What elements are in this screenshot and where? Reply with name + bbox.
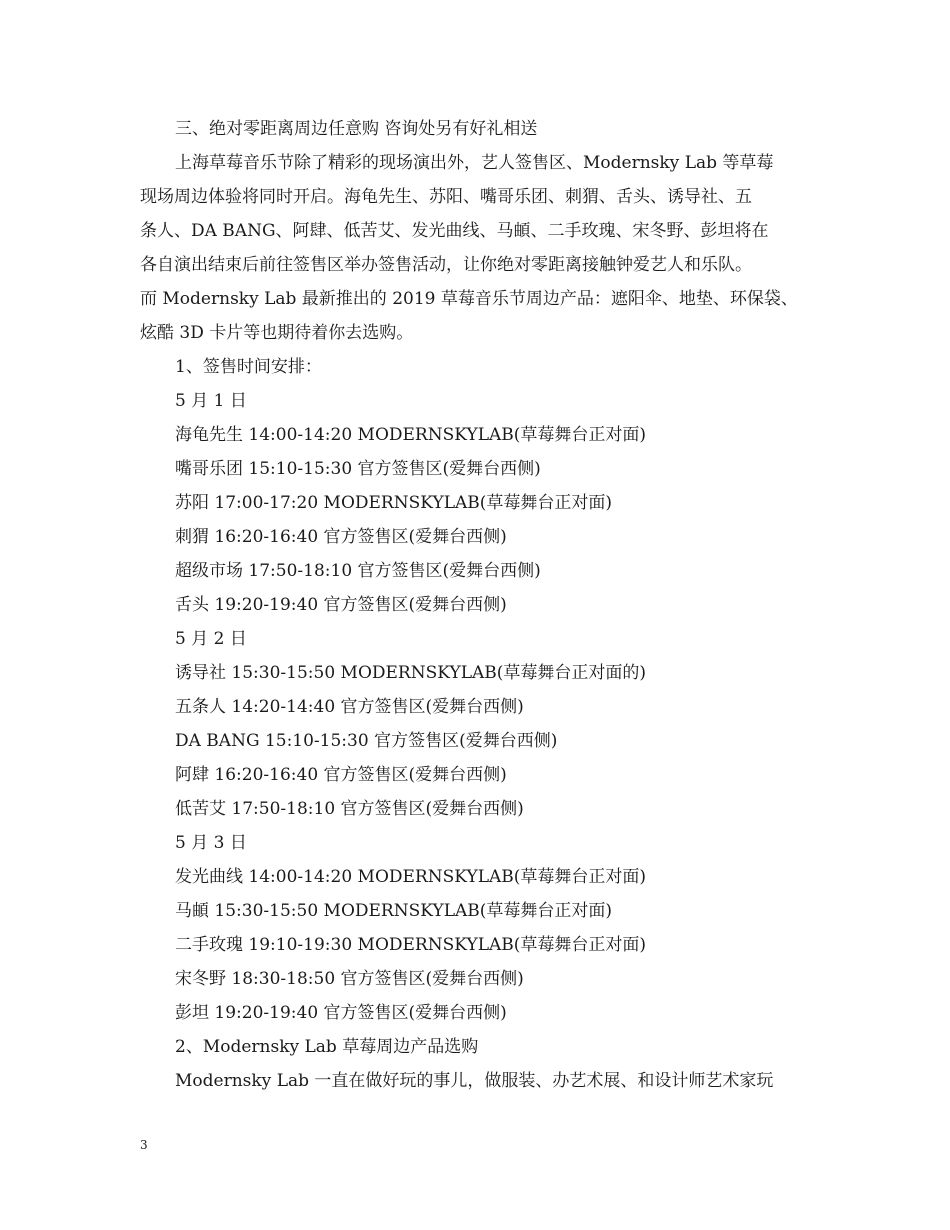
schedule-entry: 二手玫瑰 19:10-19:30 MODERNSKYLAB(草莓舞台正对面) [175, 935, 647, 955]
schedule-entry: 嘴哥乐团 15:10-15:30 官方签售区(爱舞台西侧) [175, 459, 541, 479]
schedule-date: 5 月 3 日 [175, 833, 247, 853]
schedule-entry: 马頔 15:30-15:50 MODERNSKYLAB(草莓舞台正对面) [175, 901, 613, 921]
schedule-heading: 1、签售时间安排： [175, 357, 322, 377]
schedule-entry: DA BANG 15:10-15:30 官方签售区(爱舞台西侧) [175, 731, 558, 751]
paragraph-line: 炫酷 3D 卡片等也期待着你去选购。 [140, 323, 414, 343]
section-heading: 2、Modernsky Lab 草莓周边产品选购 [175, 1037, 479, 1057]
schedule-entry: 舌头 19:20-19:40 官方签售区(爱舞台西侧) [175, 595, 507, 615]
schedule-entry: 苏阳 17:00-17:20 MODERNSKYLAB(草莓舞台正对面) [175, 493, 613, 513]
paragraph-line: 现场周边体验将同时开启。海龟先生、苏阳、嘴哥乐团、刺猬、舌头、诱导社、五 [140, 187, 752, 207]
schedule-entry: 阿肆 16:20-16:40 官方签售区(爱舞台西侧) [175, 765, 507, 785]
schedule-entry: 低苦艾 17:50-18:10 官方签售区(爱舞台西侧) [175, 799, 524, 819]
schedule-entry: 超级市场 17:50-18:10 官方签售区(爱舞台西侧) [175, 561, 541, 581]
schedule-entry: 刺猬 16:20-16:40 官方签售区(爱舞台西侧) [175, 527, 507, 547]
paragraph-line: 上海草莓音乐节除了精彩的现场演出外，艺人签售区、Modernsky Lab 等草莓 [175, 153, 774, 173]
page-number: 3 [140, 1138, 148, 1152]
schedule-entry: 五条人 14:20-14:40 官方签售区(爱舞台西侧) [175, 697, 524, 717]
paragraph-line: 条人、DA BANG、阿肆、低苦艾、发光曲线、马頔、二手玫瑰、宋冬野、彭坦将在 [140, 221, 769, 241]
schedule-entry: 宋冬野 18:30-18:50 官方签售区(爱舞台西侧) [175, 969, 524, 989]
schedule-date: 5 月 1 日 [175, 391, 247, 411]
schedule-entry: 诱导社 15:30-15:50 MODERNSKYLAB(草莓舞台正对面的) [175, 663, 647, 683]
paragraph-line: Modernsky Lab 一直在做好玩的事儿，做服装、办艺术展、和设计师艺术家玩 [175, 1071, 774, 1091]
schedule-date: 5 月 2 日 [175, 629, 247, 649]
paragraph-line: 而 Modernsky Lab 最新推出的 2019 草莓音乐节周边产品：遮阳伞、地垫、环保袋、 [140, 289, 798, 309]
paragraph-line: 各自演出结束后前往签售区举办签售活动，让你绝对零距离接触钟爱艺人和乐队。 [140, 255, 752, 275]
schedule-entry: 海龟先生 14:00-14:20 MODERNSKYLAB(草莓舞台正对面) [175, 425, 647, 445]
schedule-entry: 彭坦 19:20-19:40 官方签售区(爱舞台西侧) [175, 1003, 507, 1023]
schedule-entry: 发光曲线 14:00-14:20 MODERNSKYLAB(草莓舞台正对面) [175, 867, 647, 887]
section-heading: 三、绝对零距离周边任意购 咨询处另有好礼相送 [175, 119, 538, 139]
